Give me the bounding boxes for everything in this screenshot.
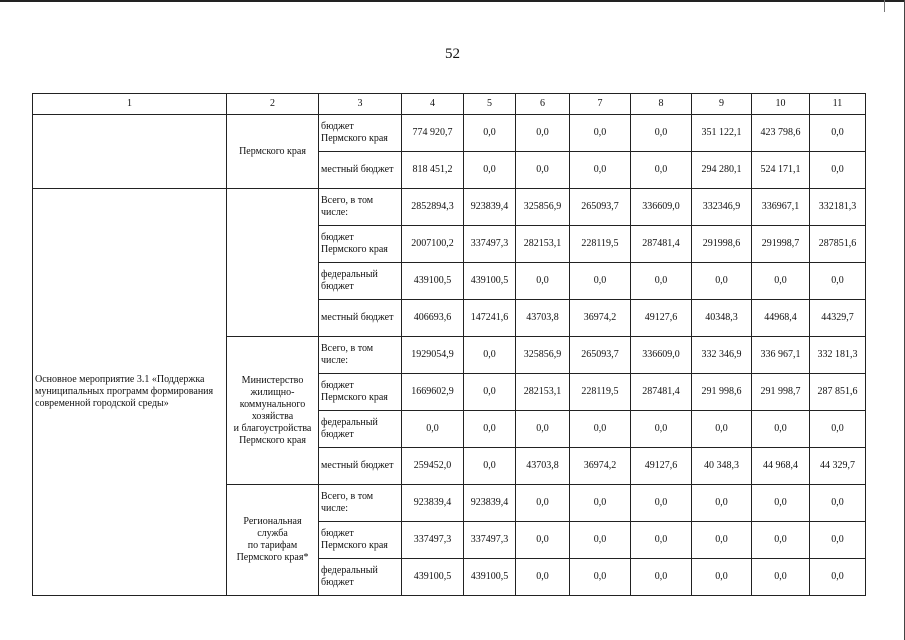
value-cell: 332 346,9 <box>692 337 752 374</box>
value-cell: 774 920,7 <box>402 115 464 152</box>
value-cell: 0,0 <box>464 115 516 152</box>
value-cell: 291998,6 <box>692 226 752 263</box>
value-cell: 0,0 <box>570 263 631 300</box>
value-cell: 0,0 <box>692 522 752 559</box>
value-cell: 0,0 <box>570 559 631 596</box>
value-cell: 2852894,3 <box>402 189 464 226</box>
org-line: хозяйства <box>251 410 294 422</box>
value-cell: 923839,4 <box>402 485 464 522</box>
value-cell: 0,0 <box>631 522 692 559</box>
value-cell: 287851,6 <box>810 226 866 263</box>
value-cell: 0,0 <box>631 411 692 448</box>
value-cell: 439100,5 <box>464 263 516 300</box>
value-cell: 0,0 <box>631 559 692 596</box>
header-cell: 10 <box>752 94 810 115</box>
value-cell: 0,0 <box>516 485 570 522</box>
header-cell: 11 <box>810 94 866 115</box>
value-cell: 337497,3 <box>464 226 516 263</box>
value-cell: 36974,2 <box>570 448 631 485</box>
value-cell: 0,0 <box>570 115 631 152</box>
value-cell: 1669602,9 <box>402 374 464 411</box>
value-cell: 43703,8 <box>516 300 570 337</box>
value-cell: 265093,7 <box>570 189 631 226</box>
value-cell: 0,0 <box>516 152 570 189</box>
value-cell: 0,0 <box>402 411 464 448</box>
value-cell: 325856,9 <box>516 189 570 226</box>
value-cell: 282153,1 <box>516 374 570 411</box>
value-cell: 0,0 <box>752 485 810 522</box>
budget-type-cell: бюджет Пермского края <box>319 115 402 152</box>
value-cell: 0,0 <box>810 411 866 448</box>
page-top-edge <box>0 0 905 2</box>
value-cell: 0,0 <box>810 263 866 300</box>
budget-type-cell: федеральный бюджет <box>319 559 402 596</box>
value-cell: 0,0 <box>810 115 866 152</box>
value-cell: 423 798,6 <box>752 115 810 152</box>
value-cell: 336967,1 <box>752 189 810 226</box>
value-cell: 0,0 <box>692 485 752 522</box>
value-cell: 0,0 <box>692 411 752 448</box>
org-line: Региональная <box>243 516 302 527</box>
value-cell: 1929054,9 <box>402 337 464 374</box>
value-cell: 265093,7 <box>570 337 631 374</box>
value-cell: 287 851,6 <box>810 374 866 411</box>
value-cell: 0,0 <box>570 485 631 522</box>
value-cell: 0,0 <box>570 522 631 559</box>
org-cell-empty <box>227 189 319 337</box>
budget-type-cell: федеральный бюджет <box>319 263 402 300</box>
header-row <box>33 94 866 115</box>
value-cell: 228119,5 <box>570 226 631 263</box>
value-cell: 332 181,3 <box>810 337 866 374</box>
budget-type-cell: бюджет Пермского края <box>319 226 402 263</box>
value-cell: 0,0 <box>464 448 516 485</box>
value-cell: 0,0 <box>631 485 692 522</box>
value-cell: 0,0 <box>464 152 516 189</box>
header-cell: 5 <box>464 94 516 115</box>
org-line: Пермского края* <box>236 552 309 563</box>
value-cell: 818 451,2 <box>402 152 464 189</box>
value-cell: 439100,5 <box>464 559 516 596</box>
value-cell: 44329,7 <box>810 300 866 337</box>
value-cell: 40348,3 <box>692 300 752 337</box>
value-cell: 0,0 <box>692 263 752 300</box>
activity-cell-empty <box>33 115 227 189</box>
header-cell: 9 <box>692 94 752 115</box>
value-cell: 351 122,1 <box>692 115 752 152</box>
value-cell: 0,0 <box>810 559 866 596</box>
value-cell: 439100,5 <box>402 559 464 596</box>
header-cell: 3 <box>319 94 402 115</box>
value-cell: 0,0 <box>810 485 866 522</box>
value-cell: 282153,1 <box>516 226 570 263</box>
org-line: коммунального <box>239 398 306 410</box>
org-cell: Пермского края <box>227 115 319 189</box>
value-cell: 0,0 <box>516 559 570 596</box>
value-cell: 49127,6 <box>631 300 692 337</box>
value-cell: 44968,4 <box>752 300 810 337</box>
value-cell: 0,0 <box>516 115 570 152</box>
value-cell: 44 329,7 <box>810 448 866 485</box>
value-cell: 147241,6 <box>464 300 516 337</box>
value-cell: 923839,4 <box>464 189 516 226</box>
budget-type-cell: местный бюджет <box>319 300 402 337</box>
value-cell: 0,0 <box>631 152 692 189</box>
value-cell: 325856,9 <box>516 337 570 374</box>
value-cell: 336 967,1 <box>752 337 810 374</box>
value-cell: 0,0 <box>464 337 516 374</box>
value-cell: 43703,8 <box>516 448 570 485</box>
value-cell: 524 171,1 <box>752 152 810 189</box>
value-cell: 0,0 <box>631 263 692 300</box>
value-cell: 0,0 <box>516 522 570 559</box>
value-cell: 44 968,4 <box>752 448 810 485</box>
org-line: и благоустройства <box>233 422 312 434</box>
value-cell: 0,0 <box>752 411 810 448</box>
org-cell <box>227 485 319 596</box>
org-line: Министерство <box>241 374 304 386</box>
header-cell: 4 <box>402 94 464 115</box>
budget-type-cell: Всего, в том числе: <box>319 337 402 374</box>
value-cell: 291 998,6 <box>692 374 752 411</box>
budget-type-cell: бюджет Пермского края <box>319 522 402 559</box>
value-cell: 0,0 <box>570 152 631 189</box>
page-number: 52 <box>445 46 460 62</box>
value-cell: 439100,5 <box>402 263 464 300</box>
value-cell: 228119,5 <box>570 374 631 411</box>
value-cell: 923839,4 <box>464 485 516 522</box>
value-cell: 332181,3 <box>810 189 866 226</box>
value-cell: 0,0 <box>752 522 810 559</box>
budget-type-cell: местный бюджет <box>319 448 402 485</box>
value-cell: 332346,9 <box>692 189 752 226</box>
value-cell: 287481,4 <box>631 226 692 263</box>
table-row <box>33 189 866 226</box>
value-cell: 40 348,3 <box>692 448 752 485</box>
org-line: Пермского края <box>239 434 306 446</box>
org-line: служба <box>257 528 288 539</box>
header-cell: 8 <box>631 94 692 115</box>
value-cell: 0,0 <box>464 411 516 448</box>
value-cell: 0,0 <box>464 374 516 411</box>
budget-table <box>32 93 866 596</box>
value-cell: 0,0 <box>516 411 570 448</box>
header-cell: 6 <box>516 94 570 115</box>
org-cell <box>227 337 319 485</box>
value-cell: 337497,3 <box>402 522 464 559</box>
value-cell: 2007100,2 <box>402 226 464 263</box>
value-cell: 336609,0 <box>631 337 692 374</box>
budget-type-cell: Всего, в том числе: <box>319 485 402 522</box>
value-cell: 406693,6 <box>402 300 464 337</box>
value-cell: 49127,6 <box>631 448 692 485</box>
header-cell: 1 <box>33 94 227 115</box>
value-cell: 0,0 <box>752 559 810 596</box>
budget-type-cell: федеральный бюджет <box>319 411 402 448</box>
value-cell: 259452,0 <box>402 448 464 485</box>
value-cell: 287481,4 <box>631 374 692 411</box>
value-cell: 0,0 <box>570 411 631 448</box>
table-row <box>33 115 866 152</box>
value-cell: 0,0 <box>516 263 570 300</box>
value-cell: 291998,7 <box>752 226 810 263</box>
value-cell: 291 998,7 <box>752 374 810 411</box>
budget-type-cell: Всего, в том числе: <box>319 189 402 226</box>
value-cell: 0,0 <box>810 522 866 559</box>
budget-type-cell: бюджет Пермского края <box>319 374 402 411</box>
value-cell: 0,0 <box>692 559 752 596</box>
value-cell: 337497,3 <box>464 522 516 559</box>
value-cell: 0,0 <box>752 263 810 300</box>
org-line: по тарифам <box>247 540 298 551</box>
value-cell: 336609,0 <box>631 189 692 226</box>
org-line: жилищно- <box>250 386 295 398</box>
budget-type-cell: местный бюджет <box>319 152 402 189</box>
scan-corner-mark <box>884 0 899 12</box>
header-cell: 2 <box>227 94 319 115</box>
header-cell: 7 <box>570 94 631 115</box>
activity-cell: Основное мероприятие 3.1 «Поддержка муниципальных программ формирования современной городской среды» <box>33 189 227 596</box>
value-cell: 294 280,1 <box>692 152 752 189</box>
value-cell: 36974,2 <box>570 300 631 337</box>
value-cell: 0,0 <box>810 152 866 189</box>
value-cell: 0,0 <box>631 115 692 152</box>
